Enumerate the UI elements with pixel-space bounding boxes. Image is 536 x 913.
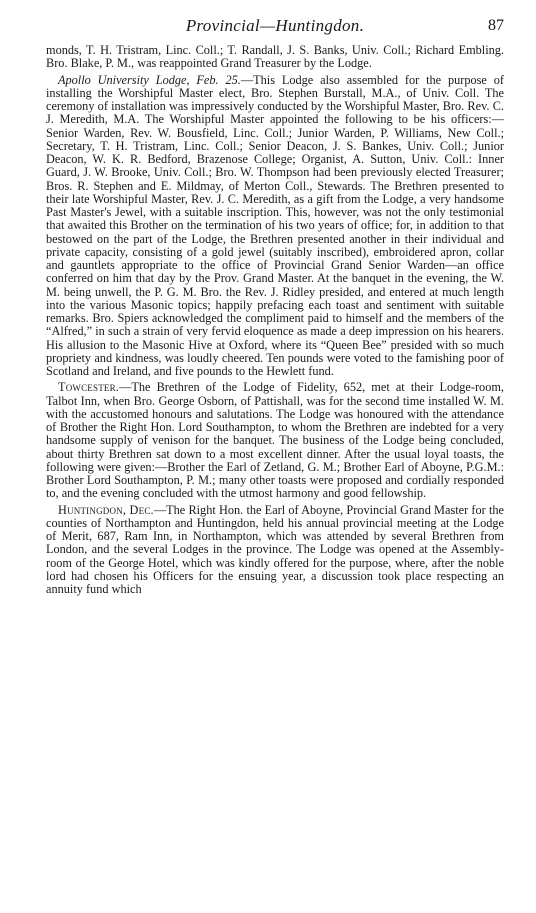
paragraph-lead: Towcester. xyxy=(58,380,120,395)
paragraph-lead: Huntingdon, Dec. xyxy=(58,502,154,517)
paragraph-apollo-lodge xyxy=(46,74,504,379)
paragraph-lead: Apollo University Lodge, Feb. 25. xyxy=(58,72,241,87)
paragraph-text: —This Lodge also assembled for the purpose of installing the Worshipful Master elect, Bro. Stephen Burstall, M.A., of Univ. Coll. The ceremony of installation was impressively conducted by the Worshipful Master, Bro. Rev. C. J. Meredith, M.A. The Worshipful Master appointed the following to be his officers:—Senior Warden, Rev. W. Bousfield, Linc. Coll.; Junior Warden, P. Williams, New Coll.; Secretary, T. H. Tristram, Linc. Coll.; Senior Deacon, J. S. Bankes, Univ. Coll.; Junior Deacon, W. K. R. Bedford, Brazenose College; Organist, A. Sutton, Univ. Coll.: Inner Guard, J. W. Brooke, Univ. Coll.; Bro. W. Thompson had been previously elected Treasurer; Bros. R. Stephen and E. Mildmay, of Merton Coll., Stewards. The Brethren presented to their late Worshipful Master, Rev. J. C. Meredith, as a gift from the Lodge, a very handsome Past Master's Jewel, with a suitable inscription. This, however, was not the only testimonial that awaited this Brother on the termination of his two years of office; for, in addition to that bestowed on the part of the Lodge, the Brethren presented another in their individual and private capacity, consisting of a gold jewel (suitably inscribed), embroidered apron, collar and gauntlets appropriate to the office of Provincial Grand Senior Warden—an office conferred on him that day by the Prov. Grand Master. At the banquet in the evening, the W. M. being unwell, the P. G. M. Bro. the Rev. J. Ridley presided, and entered at much length into the various Masonic topics; happily prefacing each toast and sentiment with suitable remarks. Bro. Spiers acknowledged the compliment paid to himself and the members of the “Alfred,” in such a strain of very fervid eloquence as made a deep impression on his hearers. His allusion to the Masonic Hive at Oxford, where its “Queen Bee” presided with so much propriety and kindness, was loudly cheered. Ten pounds were voted to the famishing poor of Scotland and Ireland, and five pounds to the Hewlett fund. xyxy=(46,72,504,378)
paragraph-towcester xyxy=(46,381,504,500)
page-header xyxy=(46,10,504,44)
running-title: Provincial—Huntingdon. xyxy=(185,16,365,35)
paragraph-text: monds, T. H. Tristram, Linc. Coll.; T. Randall, J. S. Banks, Univ. Coll.; Richard Embling. Bro. Blake, P. M., was reappointed Grand Treasurer by the Lodge. xyxy=(46,43,504,71)
paragraph-huntingdon xyxy=(46,504,504,597)
paragraph-text: —The Right Hon. the Earl of Aboyne, Provincial Grand Master for the counties of Northampton and Huntingdon, held his annual provincial meeting at the Lodge of Merit, 687, Ram Inn, in Northampton, which was attended by several Brethren from London, and the several Lodges in the province. The Lodge was opened at the Assembly-room of the George Hotel, which was kindly offered for the purpose, where, after the noble lord had chosen his Officers for the ensuing year, a discussion took place respecting an annuity fund which xyxy=(46,502,504,596)
paragraph-text: —The Brethren of the Lodge of Fidelity, 652, met at their Lodge-room, Talbot Inn, when Bro. George Osborn, of Pattishall, was for the second time installed W. M. with the accustomed honours and salutations. The Lodge was honoured with the attendance of Brother the Right Hon. Lord Southampton, to whom the Brethren are indebted for a very handsome supply of venison for the banquet. The business of the Lodge being concluded, about thirty Brethren sat down to a most excellent dinner. After the usual loyal toasts, the following were given:—Brother the Earl of Zetland, G. M.; Brother Earl of Aboyne, P.G.M.: Brother Lord Southampton, P. M.; many other toasts were proposed and cordially responded to, and the evening concluded with the utmost harmony and good fellowship. xyxy=(46,380,504,501)
page-number: 87 xyxy=(488,17,504,34)
body-text xyxy=(46,44,504,596)
paragraph-continuation xyxy=(46,44,504,71)
